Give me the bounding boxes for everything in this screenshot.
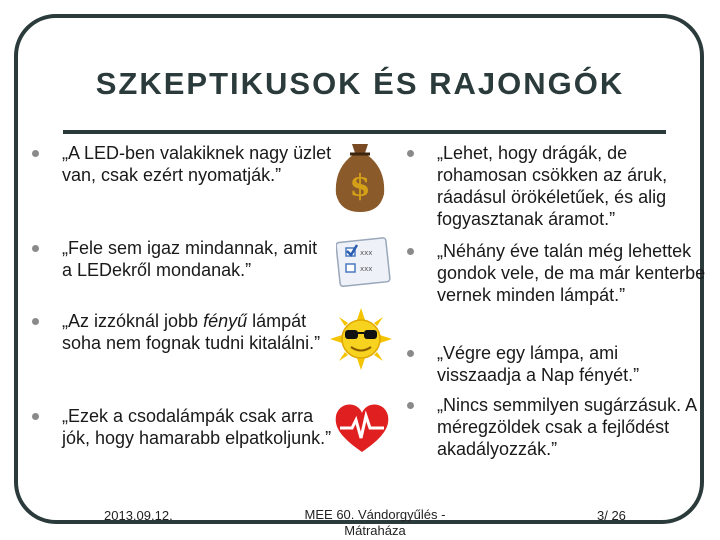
footer-event-line-2: Mátraháza (344, 523, 406, 538)
checklist-line-2: xxx (360, 265, 373, 273)
bullet-dot-icon (32, 413, 39, 420)
left-quote-1-text: „A LED-ben valakiknek nagy üzlet van, csak ezért nyomatják.” (62, 143, 332, 185)
money-bag-symbol: $ (349, 169, 371, 204)
right-quote-1-text: „Lehet, hogy drágák, de rohamosan csökken az áruk, ráadásul örökéletűek, és alig fogyasztanak áramot.” (437, 143, 668, 229)
right-quote-4 (437, 394, 707, 460)
left-quote-3-emphasis: fényű (203, 311, 248, 331)
slide-title: SZKEPTIKUSOK ÉS RAJONGÓK (95, 66, 625, 101)
footer-event (290, 507, 460, 539)
left-quote-2-text: „Fele sem igaz mindannak, amit a LEDekről mondanak.” (62, 238, 318, 280)
right-quote-3-text: „Végre egy lámpa, ami visszaadja a Nap fényét.” (437, 343, 640, 385)
money-bag-icon (330, 138, 390, 216)
left-quote-4-text: „Ezek a csodalámpák csak arra jók, hogy hamarabb elpatkoljunk.” (62, 406, 332, 448)
title-underline (63, 130, 666, 134)
bullet-dot-icon (407, 150, 414, 157)
left-quote-3-text-pre: „Az izzóknál jobb (62, 311, 204, 331)
bullet-dot-icon (407, 402, 414, 409)
heart-pulse-icon (332, 398, 392, 458)
right-quote-4-text: „Nincs semmilyen sugárzásuk. A méregzöldek csak a fejlődést akadályozzák.” (437, 395, 697, 459)
left-quote-1 (62, 142, 332, 186)
left-quote-4 (62, 405, 332, 449)
left-quote-3 (62, 310, 332, 354)
bullet-dot-icon (407, 248, 414, 255)
footer-date: 2013.09.12. (104, 508, 173, 523)
bullet-dot-icon (407, 350, 414, 357)
right-quote-2-text: „Néhány éve talán még lehettek gondok vele, de ma már kenterbe vernek minden lámpát.” (437, 241, 706, 305)
checklist-icon (336, 234, 392, 290)
right-quote-2 (437, 240, 707, 306)
left-quote-3-text-post: lámpát soha nem fognak tudni kitalálni.” (62, 311, 321, 353)
bullet-dot-icon (32, 245, 39, 252)
right-quote-3 (437, 342, 707, 386)
right-quote-1 (437, 142, 707, 230)
footer-page-number: 3/ 26 (597, 508, 626, 523)
left-quote-2 (62, 237, 332, 281)
checklist-line-1: xxx (360, 249, 373, 257)
bullet-dot-icon (32, 150, 39, 157)
bullet-dot-icon (32, 318, 39, 325)
footer-event-line-1: MEE 60. Vándorgyűlés - (304, 507, 446, 522)
sun-with-sunglasses-icon (330, 308, 392, 370)
